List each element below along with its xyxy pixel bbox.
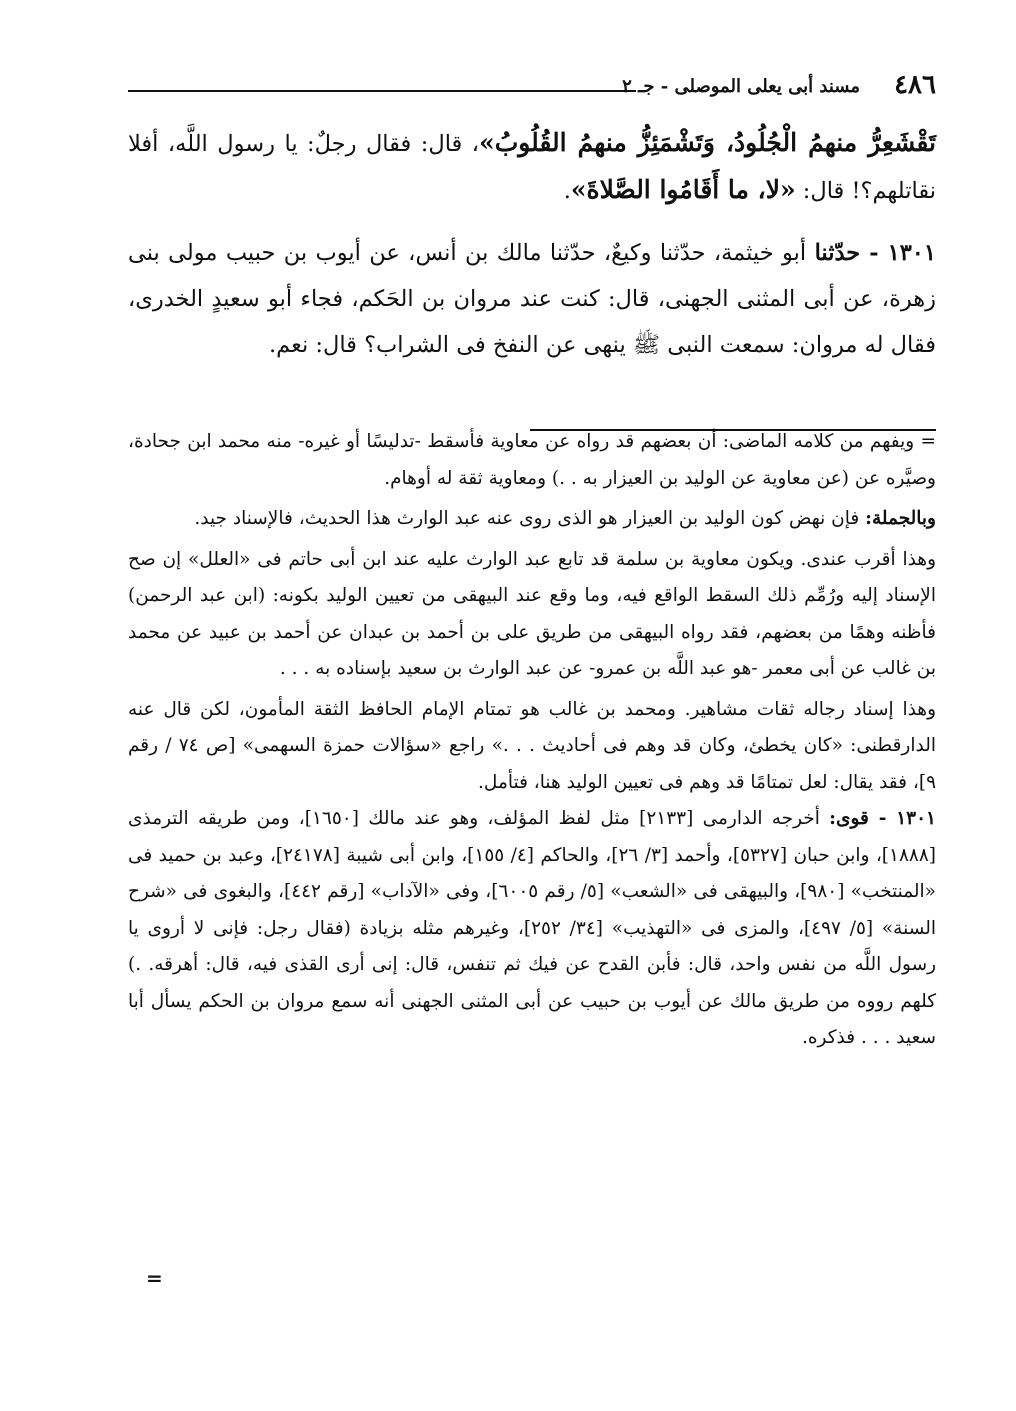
footnote-takhrij: ١٣٠١ - قوى: أخرجه الدارمى [٢١٣٣] مثل لفظ المؤلف، وهو عند مالك [١٦٥٠]، ومن طريقه الترمذى [١٨٨٨]، وابن حبان [٥٣٢٧]، وأحمد [٣/ ٢٦]، والحاكم [٤/ ١٥٥]، وابن أبى شيبة [٢٤١٧٨]، وعبد بن حميد فى «المنتخب» [٩٨٠]، والبيهقى فى «الشعب» [٥/ رقم ٦٠٠٥]، وفى «الآداب» [رقم ٤٤٢]، والبغوى فى «شرح السنة» [٥/ ٤٩٧]، والمزى فى «التهذيب» [٣٤/ ٢٥٢]، وغيرهم مثله بزيادة (فقال رجل: فإنى لا أروى يا رسول اللَّه من نفس واحد، قال: فأبن القدح عن فيك ثم تنفس، قال: إنى أرى القذى فيه، قال: أهرقه. .) كلهم رووه من طريق مالك عن أيوب بن حبيب عن أبى المثنى الجهنى أنه سمع مروان بن الحكم يسأل أبا سعيد . . . فذكره. <box>128 808 936 1048</box>
quote-hadith: تَقْشَعِرُّ منهمُ الْجُلُودُ، وَتَشْمَئِزُّ منهمُ القُلُوبُ» <box>479 128 936 157</box>
narration-text: ، قال: فقال رجلٌ: يا رسول اللَّه، أفلا نقاتلهم؟! قال: <box>128 131 936 204</box>
page-header <box>128 68 936 108</box>
hadith-number: ١٣٠١ - حدّثنا <box>814 240 936 266</box>
footnote-paragraph: = ويفهم من كلامه الماضى: أن بعضهم قد رواه عن معاوية فأسقط -تدليسًا أو غيره- منه محمد ابن جحادة، وصيَّره عن (عن معاوية عن الوليد بن العيزار به . .) ومعاوية ثقة له أوهام. <box>128 431 936 489</box>
quote-hadith-2: «لا، ما أَقَامُوا الصَّلاةَ» <box>570 175 796 204</box>
hadith-1301 <box>128 230 936 368</box>
running-title: مسند أبى يعلى الموصلى - جـ ٢ <box>622 76 860 97</box>
footnotes <box>128 420 936 1057</box>
continuation-mark: = <box>146 1266 163 1290</box>
hadith-continuation <box>128 120 936 214</box>
page-number: ٤٨٦ <box>894 70 936 100</box>
footnote-paragraph: وبالجملة: فإن نهض كون الوليد بن العيزار هو الذى روى عنه عبد الوارث هذا الحديث، فالإسناد جيد. <box>194 508 936 529</box>
hadith-text: أبو خيثمة، حدّثنا وكيعٌ، حدّثنا مالك بن أنس، عن أيوب بن حبيب مولى بنى زهرة، عن أبى المثنى الجهنى، قال: كنت عند مروان بن الحَكم، فجاء أبو سعيدٍ الخدرى، فقال له مروان: سمعت النبى ﷺ ينهى عن النفخ فى الشراب؟ قال: نعم. <box>128 240 936 358</box>
main-text <box>128 120 936 368</box>
header-rule <box>128 90 636 92</box>
footnote-lead: ١٣٠١ - قوى: <box>829 808 936 829</box>
sentence-end: . <box>563 178 571 204</box>
footnote-lead: وبالجملة: <box>865 508 936 529</box>
footnote-paragraph: وهذا أقرب عندى. ويكون معاوية بن سلمة قد تابع عبد الوارث عليه عند ابن أبى حاتم فى «العلل» إن صح الإسناد إليه ورُمِّم ذلك السقط الواقع فيه، وما وقع عند البيهقى من تعيين الوليد بكونه: (ابن عبد الرحمن) فأظنه وهمًا من بعضهم، فقد رواه البيهقى من طريق على بن أحمد بن عبدان عن أحمد بن عبيد عن محمد بن غالب عن أبى معمر -هو عبد اللَّه بن عمرو- عن عبد الوارث بن سعيد بإسناده به . . . <box>128 548 936 679</box>
footnote-paragraph: وهذا إسناد رجاله ثقات مشاهير. ومحمد بن غالب هو تمتام الإمام الحافظ الثقة المأمون، لكن قال عنه الدارقطنى: «كان يخطئ، وكان قد وهم فى أحاديث . . .» راجع «سؤالات حمزة السهمى» [ص ٧٤ / رقم ٩]، فقد يقال: لعل تمتامًا قد وهم فى تعيين الوليد هنا، فتأمل. <box>128 698 936 793</box>
